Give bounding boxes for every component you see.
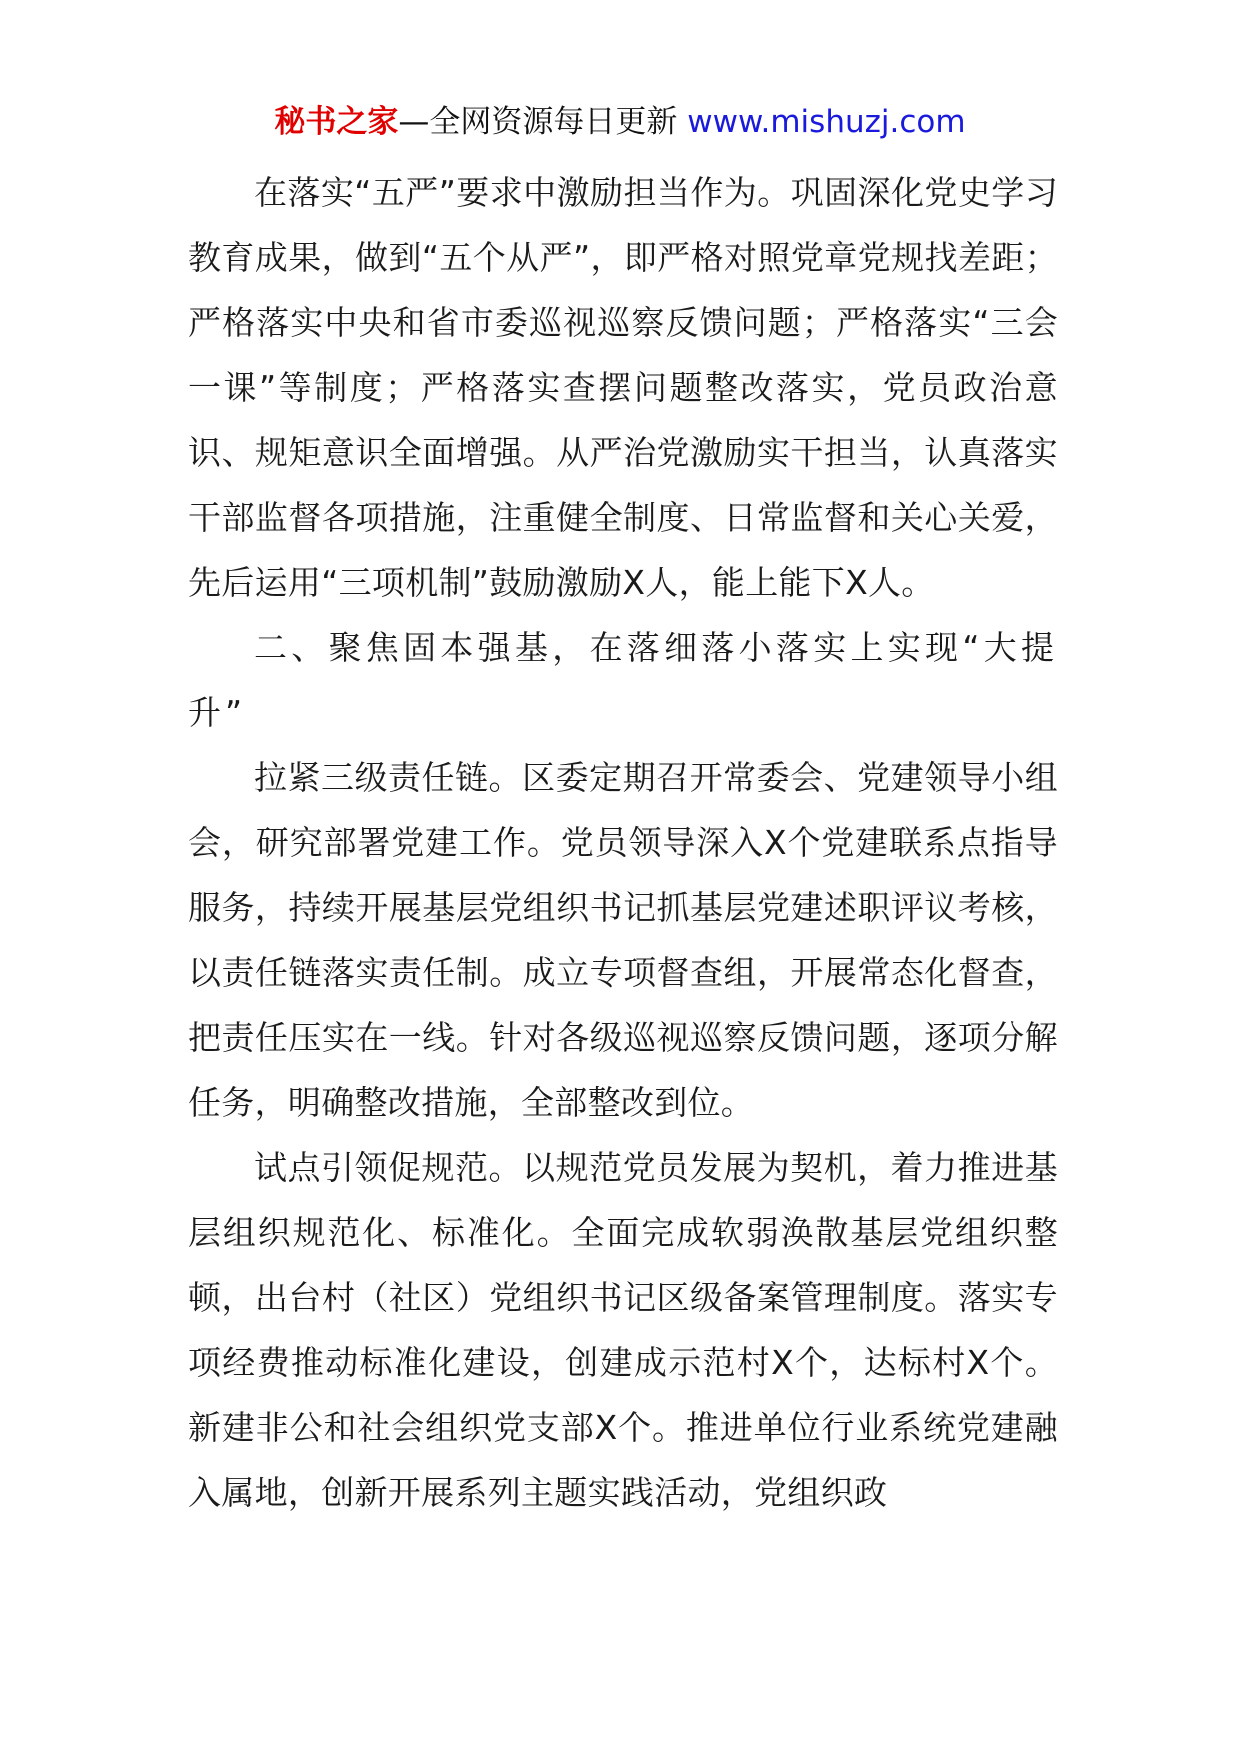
paragraph-five-strict: 在落实“五严”要求中激励担当作为。巩固深化党史学习教育成果，做到“五个从严”，即严格对照党章党规找差距；严格落实中央和省市委巡视巡察反馈问题；严格落实“三会一课”等制度；严格落实查摆问题整改落实，党员政治意识、规矩意识全面增强。从严治党激励实干担当，认真落实干部监督各项措施，注重健全制度、日常监督和关心关爱，先后运用“三项机制”鼓励激励X人，能上能下X人。 <box>188 173 1058 602</box>
paragraph-pilot-standardization: 试点引领促规范。以规范党员发展为契机，着力推进基层组织规范化、标准化。全面完成软弱涣散基层党组织整顿，出台村（社区）党组织书记区级备案管理制度。落实专项经费推动标准化建设，创建成示范村X个，达标村X个。新建非公和社会组织党支部X个。推进单位行业系统党建融入属地，创新开展系列主题实践活动，党组织政 <box>188 1148 1058 1512</box>
brand-name: 秘书之家 <box>274 104 399 140</box>
document-body <box>188 160 1058 1525</box>
paragraph-responsibility-chain: 拉紧三级责任链。区委定期召开常委会、党建领导小组会，研究部署党建工作。党员领导深入X个党建联系点指导服务，持续开展基层党组织书记抓基层党建述职评议考核，以责任链落实责任制。成立专项督查组，开展常态化督查，把责任压实在一线。针对各级巡视巡察反馈问题，逐项分解任务，明确整改措施，全部整改到位。 <box>188 758 1058 1122</box>
section-heading-2: 二、聚焦固本强基，在落细落小落实上实现“大提升” <box>188 628 1058 732</box>
site-url-link[interactable]: www.mishuzj.com <box>687 104 966 140</box>
header-tagline: —全网资源每日更新 <box>398 104 678 140</box>
site-header <box>0 100 1240 144</box>
